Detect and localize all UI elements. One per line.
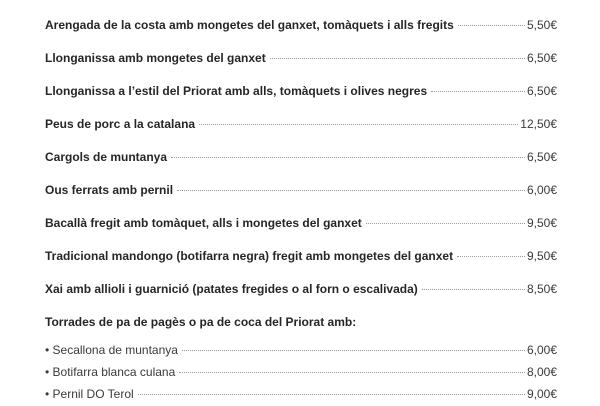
dot-leader xyxy=(431,91,525,92)
dish-name: Peus de porc a la catalana xyxy=(45,117,196,131)
menu-item xyxy=(45,279,557,299)
subitem-name: • Secallona de muntanya xyxy=(45,343,178,357)
dish-name: Llonganissa a l’estil del Priorat amb alls, tomàquets i olives negres xyxy=(45,84,428,98)
dot-leader xyxy=(457,256,525,257)
dot-leader xyxy=(179,372,525,373)
dish-name: Bacallà fregit amb tomàquet, alls i mongetes del ganxet xyxy=(45,216,362,230)
menu-item xyxy=(45,15,557,35)
menu-item xyxy=(45,81,557,101)
dish-price: 6,00€ xyxy=(526,183,557,197)
dish-price: 12,50€ xyxy=(520,117,557,131)
dish-price: 9,50€ xyxy=(526,249,557,263)
dot-leader xyxy=(199,124,518,125)
subitem-name: • Pernil DO Terol xyxy=(45,387,134,401)
subitem-price: 6,00€ xyxy=(526,343,557,357)
subitem-price: 8,00€ xyxy=(526,365,557,379)
dish-price: 5,50€ xyxy=(526,18,557,32)
dish-name: Cargols de muntanya xyxy=(45,150,168,164)
subitem-price: 9,00€ xyxy=(526,387,557,401)
menu-subitem xyxy=(45,384,557,404)
dish-price: 6,50€ xyxy=(526,150,557,164)
dish-name: Tradicional mandongo (botifarra negra) fregit amb mongetes del ganxet xyxy=(45,249,454,263)
menu-item xyxy=(45,246,557,266)
dot-leader xyxy=(182,350,525,351)
dot-leader xyxy=(270,58,525,59)
menu-item xyxy=(45,180,557,200)
dish-price: 8,50€ xyxy=(526,282,557,296)
dot-leader xyxy=(138,394,525,395)
section-title-torrades: Torrades de pa de pagès o pa de coca del Priorat amb: xyxy=(45,315,357,329)
dish-name: Arengada de la costa amb mongetes del ganxet, tomàquets i alls fregits xyxy=(45,18,454,32)
dot-leader xyxy=(422,289,525,290)
subitem-name: • Botifarra blanca culana xyxy=(45,365,176,379)
dot-leader xyxy=(366,223,525,224)
dot-leader xyxy=(458,25,525,26)
menu xyxy=(45,15,557,406)
dish-price: 6,50€ xyxy=(526,84,557,98)
dish-price: 9,50€ xyxy=(526,216,557,230)
dish-price: 6,50€ xyxy=(526,51,557,65)
dish-name: Llonganissa amb mongetes del ganxet xyxy=(45,51,266,65)
dot-leader xyxy=(171,157,525,158)
menu-subitem xyxy=(45,340,557,360)
dish-name: Ous ferrats amb pernil xyxy=(45,183,174,197)
menu-item xyxy=(45,147,557,167)
dot-leader xyxy=(177,190,525,191)
menu-item xyxy=(45,48,557,68)
menu-subitem xyxy=(45,362,557,382)
menu-item xyxy=(45,114,557,134)
dish-name: Xai amb allioli i guarnició (patates fregides o al forn o escalivada) xyxy=(45,282,418,296)
menu-item xyxy=(45,213,557,233)
